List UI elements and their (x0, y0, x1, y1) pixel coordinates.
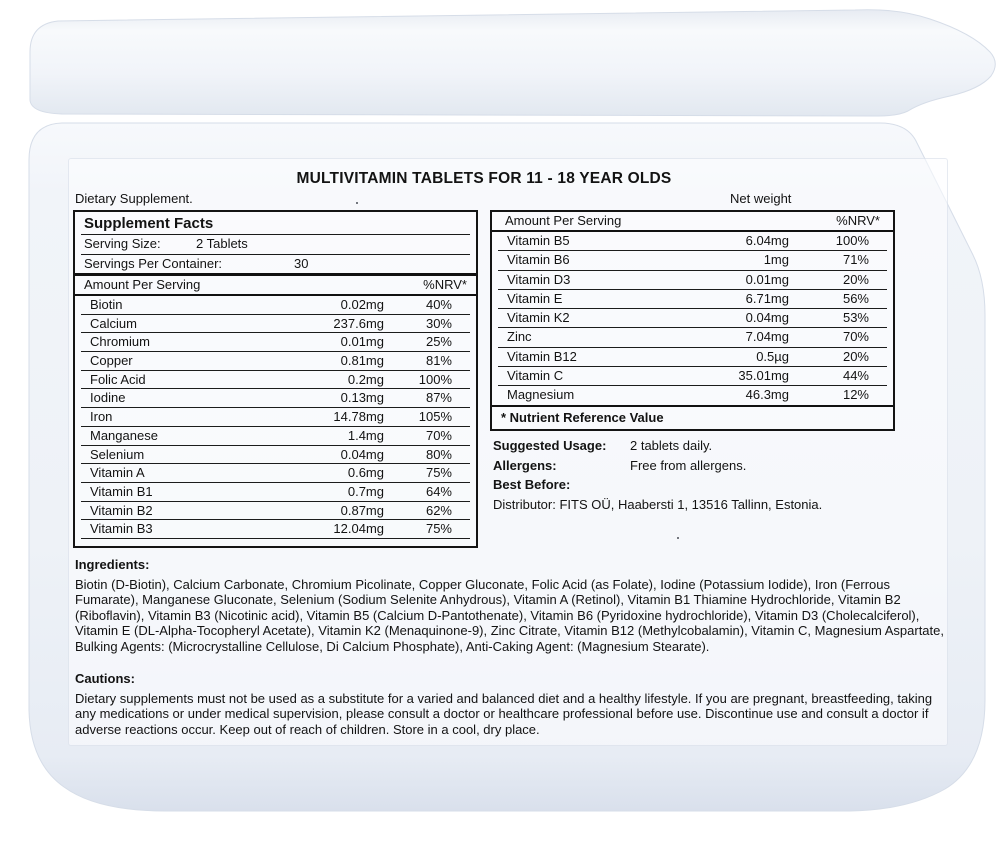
nutrient-nrv: 20% (842, 271, 869, 287)
supplement-facts-heading: Supplement Facts (81, 212, 470, 235)
pouch-lid (30, 10, 995, 116)
best-before-label: Best Before: (493, 477, 571, 493)
nutrient-row (81, 427, 470, 446)
nutrient-name: Iron (90, 409, 113, 425)
ingredients-text: Biotin (D-Biotin), Calcium Carbonate, Chromium Picolinate, Copper Gluconate, Folic Acid (as Folate), Iodine (Potassium Iodide), Iron (Ferrous Fumarate), Manganese Gluconate, Selenium (Sodium Selenite Anhydrous), Vitamin A (Retinol), Vitamin B1 Thiamine Hydrochloride, Vitamin B2 (Riboflavin), Vitamin B3 (Nicotinic acid), Vitamin B5 (Calcium D-Pantothenate), Vitamin B6 (Pyridoxine hydrochloride), Vitamin D3 (Cholecalciferol), Vitamin E (DL-Alpha-Tocopheryl Acetate), Vitamin K2 (Menaquinone-9), Zinc Citrate, Vitamin B12 (Methylcobalamin), Vitamin C, Magnesium Aspartate, Bulking Agents: (Microcrystalline Cellulose, Di Calcium Phosphate), Anti-Caking Agent: (Magnesium Stearate). (75, 576, 944, 654)
distributor-text: Distributor: FITS OÜ, Haabersti 1, 13516 Tallinn, Estonia. (493, 497, 823, 513)
column-header-row (75, 276, 476, 296)
servings-per-container-value: 30 (294, 255, 309, 271)
nutrient-name: Vitamin B2 (90, 502, 153, 518)
amount-per-serving-header: Amount Per Serving (505, 213, 622, 228)
allergens-label: Allergens: (493, 457, 557, 473)
nutrient-row (81, 408, 470, 427)
nutrient-amount: 0.2mg (347, 371, 384, 387)
nutrient-row (498, 251, 887, 270)
nutrient-nrv: 81% (425, 353, 452, 369)
nutrient-amount: 0.7mg (347, 483, 384, 499)
allergens-row (493, 456, 893, 476)
nutrient-nrv: 70% (842, 329, 869, 345)
nutrient-row (498, 232, 887, 251)
cautions-text: Dietary supplements must not be used as a substitute for a varied and balanced diet and a healthy lifestyle. If you are pregnant, breastfeeding, taking any medications or under medical supervision, please consult a doctor or healthcare professional before use. Discontinue use and consult a doctor if adverse reactions occur. Keep out of reach of children. Store in a cool, dry place. (75, 690, 933, 737)
nutrient-amount: 7.04mg (745, 329, 789, 345)
nrv-header: %NRV* (423, 277, 467, 292)
nutrient-name: Vitamin B12 (507, 348, 577, 364)
nutrient-amount: 0.02mg (340, 297, 384, 312)
nutrient-nrv: 62% (425, 502, 452, 518)
ingredients-heading: Ingredients: (75, 557, 150, 572)
nutrient-nrv: 75% (425, 521, 452, 537)
nutrient-amount: 0.01mg (745, 271, 789, 287)
nutrient-row (81, 502, 470, 521)
nutrient-row (498, 271, 887, 290)
nutrient-nrv: 105% (418, 409, 452, 425)
nutrient-amount: 0.04mg (745, 310, 789, 326)
nutrient-amount: 35.01mg (738, 368, 789, 384)
nutrient-row (81, 315, 470, 334)
nutrient-amount: 0.04mg (340, 446, 384, 462)
best-before-row (493, 475, 893, 495)
nutrient-row (498, 348, 887, 367)
nutrient-row (81, 446, 470, 465)
nutrient-row (81, 464, 470, 483)
nutrient-amount: 0.01mg (340, 334, 384, 350)
nutrient-name: Vitamin D3 (507, 271, 571, 287)
suggested-usage-value: 2 tablets daily. (630, 438, 713, 453)
cautions-section (75, 671, 947, 737)
serving-size-row (81, 235, 470, 255)
nutrient-name: Vitamin A (90, 465, 145, 481)
ingredients-section (75, 557, 947, 655)
nrv-header: %NRV* (836, 213, 880, 228)
nutrient-name: Chromium (90, 334, 150, 350)
nutrient-row (498, 386, 887, 404)
nutrient-name: Vitamin B5 (507, 233, 570, 248)
nutrient-name: Copper (90, 353, 133, 369)
nutrient-name: Vitamin B1 (90, 483, 153, 499)
nrv-footnote: * Nutrient Reference Value (492, 405, 893, 429)
nutrient-nrv: 30% (425, 315, 452, 331)
nutrient-amount: 0.87mg (340, 502, 384, 518)
amount-per-serving-header: Amount Per Serving (84, 277, 201, 292)
nutrient-name: Magnesium (507, 387, 575, 403)
nutrient-amount: 14.78mg (333, 409, 384, 425)
nutrient-amount: 0.13mg (340, 390, 384, 406)
servings-per-container-label: Servings Per Container: (84, 255, 223, 271)
nutrient-nrv: 100% (418, 371, 452, 387)
allergens-value: Free from allergens. (630, 457, 747, 473)
print-speck (356, 202, 358, 204)
nutrient-row (498, 290, 887, 309)
nutrient-name: Selenium (90, 446, 145, 462)
nutrient-nrv: 12% (842, 387, 869, 403)
nutrient-row (81, 371, 470, 390)
nutrient-rows (492, 232, 893, 405)
nutrient-amount: 1.4mg (347, 427, 384, 443)
nutrient-name: Vitamin B6 (507, 252, 570, 268)
nutrient-amount: 1mg (763, 252, 789, 268)
usage-block (493, 436, 893, 515)
nutrient-nrv: 75% (425, 465, 452, 481)
nutrient-amount: 6.71mg (745, 290, 789, 306)
nutrient-amount: 0.5µg (756, 348, 789, 364)
nutrient-amount: 0.6mg (347, 465, 384, 481)
nutrient-nrv: 64% (425, 483, 452, 499)
nutrient-name: Vitamin E (507, 290, 563, 306)
nutrient-row (81, 333, 470, 352)
nutrient-row (498, 309, 887, 328)
nutrient-amount: 237.6mg (333, 315, 384, 331)
nutrient-nrv: 100% (835, 233, 869, 248)
nutrient-nrv: 25% (425, 334, 452, 350)
product-title: MULTIVITAMIN TABLETS FOR 11 - 18 YEAR OLDS (296, 170, 672, 187)
nutrient-nrv: 87% (425, 390, 452, 406)
nutrient-row (81, 389, 470, 408)
serving-size-value: 2 Tablets (196, 236, 248, 251)
nutrient-amount: 12.04mg (333, 521, 384, 537)
nutrient-nrv: 70% (425, 427, 452, 443)
nutrient-name: Iodine (90, 390, 126, 406)
nutrient-name: Folic Acid (90, 371, 146, 387)
nutrient-nrv: 53% (842, 310, 869, 326)
nutrient-row (81, 352, 470, 371)
print-speck (677, 537, 679, 539)
nutrient-row (81, 296, 470, 315)
suggested-usage-row (493, 436, 893, 456)
dietary-supplement-text: Dietary Supplement. (75, 191, 193, 206)
nutrient-nrv: 40% (425, 297, 452, 312)
nutrient-nrv: 44% (842, 368, 869, 384)
nutrient-name: Biotin (90, 297, 123, 312)
cautions-heading: Cautions: (75, 671, 135, 686)
nutrient-row (498, 328, 887, 347)
nutrient-row (498, 367, 887, 386)
servings-per-container-row (75, 255, 476, 277)
column-header-row (492, 212, 893, 232)
serving-size-label: Serving Size: (84, 236, 161, 251)
nutrient-row (81, 483, 470, 502)
nutrient-name: Vitamin B3 (90, 521, 153, 537)
nutrient-amount: 6.04mg (745, 233, 789, 248)
nutrient-rows (75, 296, 476, 546)
nutrient-name: Calcium (90, 315, 137, 331)
supplement-facts-table-continued (490, 210, 895, 431)
nutrient-nrv: 56% (842, 290, 869, 306)
nutrient-amount: 0.81mg (340, 353, 384, 369)
nutrient-name: Zinc (507, 329, 532, 345)
nutrient-name: Manganese (90, 427, 158, 443)
nutrient-name: Vitamin K2 (507, 310, 570, 326)
net-weight-label: Net weight (730, 191, 792, 206)
nutrient-row (81, 520, 470, 539)
suggested-usage-label: Suggested Usage: (493, 438, 607, 453)
nutrient-nrv: 20% (842, 348, 869, 364)
supplement-facts-table (73, 210, 478, 548)
nutrient-name: Vitamin C (507, 368, 564, 384)
nutrient-amount: 46.3mg (745, 387, 789, 403)
nutrient-nrv: 71% (842, 252, 869, 268)
nutrient-nrv: 80% (425, 446, 452, 462)
